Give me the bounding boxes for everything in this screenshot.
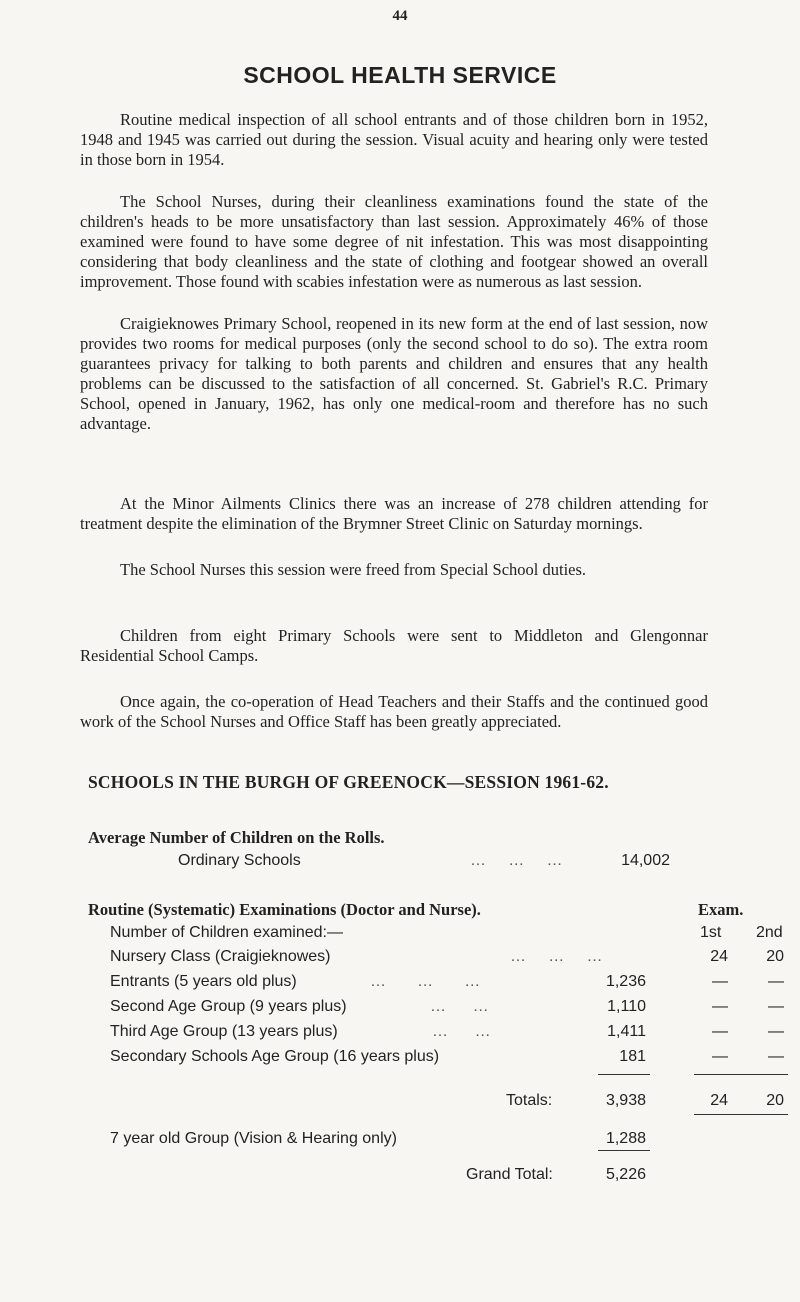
dot-leader: … … xyxy=(430,998,489,1015)
row-second: 20 xyxy=(766,948,784,965)
row-first: 24 xyxy=(710,948,728,965)
dot-leader: … … … xyxy=(370,973,481,990)
row-label: Second Age Group (9 years plus) xyxy=(110,998,347,1015)
ordinary-schools-value: 14,002 xyxy=(621,852,670,869)
grand-total-rule xyxy=(598,1150,650,1151)
dot-leader: … … … xyxy=(470,852,563,869)
row-total: 1,236 xyxy=(605,973,646,990)
totals-label: Totals: xyxy=(506,1092,553,1109)
section-heading: SCHOOLS IN THE BURGH OF GREENOCK—SESSION 1961-62. xyxy=(88,772,609,792)
totals-first: 24 xyxy=(710,1092,728,1109)
rolls-heading: Average Number of Children on the Rolls. xyxy=(88,828,385,847)
row-label: Secondary Schools Age Group (16 years plus) xyxy=(110,1048,440,1065)
paragraph-appreciation: Once again, the co-operation of Head Teachers and their Staffs and the continued good work of the School Nurses and Office Staff has been greatly appreciated. xyxy=(80,692,708,731)
row-first: — xyxy=(712,998,728,1015)
grand-total-label: Grand Total: xyxy=(466,1166,553,1183)
row-label: Nursery Class (Craigieknowes) xyxy=(110,948,331,965)
routine-heading: Routine (Systematic) Examinations (Doctor and Nurse). xyxy=(88,900,481,919)
exam-heading: Exam. xyxy=(698,900,744,919)
dot-leader: … … xyxy=(432,1023,491,1040)
row-first: — xyxy=(712,1023,728,1040)
paragraph-camps: Children from eight Primary Schools were sent to Middleton and Glengonnar Residential School Camps. xyxy=(80,626,708,665)
totals-rule-exam xyxy=(694,1074,788,1075)
dot-leader: … … … xyxy=(510,948,603,965)
row-total: 1,110 xyxy=(607,998,646,1015)
row-second: — xyxy=(768,1048,784,1065)
seven-year-value: 1,288 xyxy=(605,1130,646,1147)
row-second: — xyxy=(768,973,784,990)
totals-second: 20 xyxy=(766,1092,784,1109)
row-second: — xyxy=(768,998,784,1015)
paragraph-medical-inspection: Routine medical inspection of all school entrants and of those children born in 1952, 1948 and 1945 was carried out during the session. Visual acuity and hearing only were tested in those born in 1954. xyxy=(80,110,708,169)
column-1st: 1st xyxy=(700,924,722,941)
row-first: — xyxy=(712,973,728,990)
totals-rule xyxy=(598,1074,650,1075)
column-2nd: 2nd xyxy=(756,924,783,941)
row-label: Third Age Group (13 years plus) xyxy=(110,1023,338,1040)
row-second: — xyxy=(768,1023,784,1040)
page-title: SCHOOL HEALTH SERVICE xyxy=(243,62,557,88)
page-number: 44 xyxy=(392,8,408,24)
exam-bottom-rule xyxy=(694,1114,788,1115)
row-total: 181 xyxy=(619,1048,646,1065)
paragraph-craigieknowes: Craigieknowes Primary School, reopened in its new form at the end of last session, now provides two rooms for medical purposes (only the second school to do so). The extra room guarantees privacy for talking to both parents and children and ensures that any health problems can be discussed to the satisfaction of all concerned. St. Gabriel's R.C. Primary School, opened in January, 1962, has only one medical-room and therefore has no such advantage. xyxy=(80,314,708,433)
paragraph-minor-ailments: At the Minor Ailments Clinics there was an increase of 278 children attending for treatment despite the elimination of the Brymner Street Clinic on Saturday mornings. xyxy=(80,494,708,533)
row-total: 1,411 xyxy=(607,1023,646,1040)
row-label: Entrants (5 years old plus) xyxy=(110,973,297,990)
totals-value: 3,938 xyxy=(605,1092,646,1109)
grand-total-value: 5,226 xyxy=(605,1166,646,1183)
row-first: — xyxy=(712,1048,728,1065)
seven-year-label: 7 year old Group (Vision & Hearing only) xyxy=(110,1130,397,1147)
paragraph-cleanliness: The School Nurses, during their cleanliness examinations found the state of the children's heads to be more unsatisfactory than last session. Approximately 46% of those examined were found to have some degree of nit infestation. This was most disappointing considering that body cleanliness and the state of clothing and footgear showed an overall improvement. Those found with scabies infestation were as numerous as last session. xyxy=(80,192,708,291)
ordinary-schools-label: Ordinary Schools xyxy=(178,852,301,869)
examined-label: Number of Children examined:— xyxy=(110,924,343,941)
paragraph-special-school: The School Nurses this session were freed from Special School duties. xyxy=(120,560,587,579)
